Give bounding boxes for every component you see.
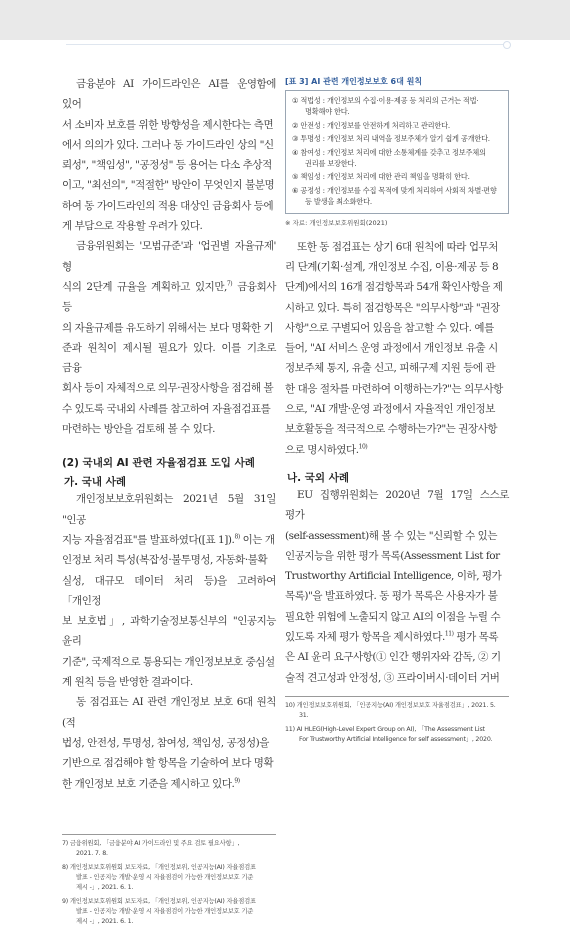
paragraph-text: 또한 동 점검표는 상기 6대 원칙에 따라 업무처 리 단계(기획·설계, 개인정보 수집, 이용·제공 등 8 단계)에서의 16개 점검항목과 54개 확인사항을 제 시하고 있다. 특히 점검항목은 "의무사항"과 "권장 사항"으로 구별되어 있음을 참고할 수 있다. 예를 들어, "AI 서비스 운영 과정에서 개인정보 유출 시 정보주체 통지, 유출 신고, 피해구제 지원 등에 관 한 대응 절차를 마련하여 이행하는가?"는 의무사항 으로, "AI 개발·운영 과정에서 자율적인 개인정보 보호활동을 적극적으로 수행하는가?"는 권장사항 으로 명시하였다. bbox=[285, 240, 503, 456]
section-heading: (2) 국내외 AI 관련 자율점검표 도입 사례 bbox=[62, 457, 255, 470]
table-source: ※ 자료: 개인정보보호위원회(2021) bbox=[285, 218, 388, 227]
paragraph-text: 개인정보보호위원회는 2021년 5월 31일 "인공 지능 자율점검표"를 발표하였다([표 1]). bbox=[62, 493, 276, 546]
list-item: ① 적법성 : 개인정보의 수집·이용·제공 등 처리의 근거는 적법·명확해야 한다. bbox=[292, 96, 479, 117]
paragraph-text: 금융위원회는 '모범규준'과 '업권별 자율규제' 형 식의 2단계 규율을 계획하고 있지만, bbox=[62, 240, 276, 293]
paragraph-text: 동 점검표는 AI 관련 개인정보 보호 6대 원칙(적 법성, 안전성, 투명성, 참여성, 책임성, 공정성)을 기반으로 점검해야 할 항목을 기술하여 보다 명확 한 개인정보 보호 기준을 제시하고 있다. bbox=[62, 696, 276, 790]
footnote: 7) 금융위원회, 「금융분야 AI 가이드라인 및 주요 검토 필요사항」, 2021. 7. 8. bbox=[62, 839, 240, 857]
page-header-bar bbox=[0, 0, 570, 40]
principles-table bbox=[285, 90, 509, 214]
list-item: ③ 투명성 : 개인정보 처리 내역을 정보주체가 알기 쉽게 공개한다. bbox=[292, 134, 490, 144]
footnote-ref[interactable]: 8) bbox=[234, 533, 240, 541]
header-divider-dot bbox=[503, 41, 511, 49]
paragraph bbox=[285, 485, 509, 688]
header-divider bbox=[66, 44, 508, 45]
table-title: [표 3] AI 관련 개인정보보호 6대 원칙 bbox=[285, 77, 423, 86]
list-item: ② 안전성 : 개인정보를 안전하게 처리하고 관리한다. bbox=[292, 120, 450, 130]
list-item: ⑤ 책임성 : 개인정보 처리에 대한 관리 책임을 명확히 한다. bbox=[292, 172, 470, 182]
list-item: ④ 참여성 : 개인정보 처리에 대한 소통체계를 갖추고 정보주체의 권리를 보장한다. bbox=[292, 147, 486, 169]
paragraph bbox=[62, 692, 276, 793]
paragraph bbox=[62, 489, 276, 692]
footnote-ref[interactable]: 7) bbox=[226, 280, 233, 288]
footnote-divider bbox=[62, 834, 276, 835]
footnote: 9) 개인정보보호위원회 보도자료, 「개인정보위, 인공지능(AI) 자율점검표 발표 - 인공지능 개발·운영 시 자율점검이 가능한 개인정보보호 기준 제시 -」, 2021. 6. 1. bbox=[62, 897, 256, 925]
paragraph: 금융분야 AI 가이드라인은 AI를 운영함에 있어 서 소비자 보호를 위한 방향성을 제시한다는 측면 에서 의의가 있다. 그러나 동 가이드라인 상의 "신 뢰성", "책임성", "공정성" 등 용어는 다소 추상적 이고, "최선의", "적절한" 방안이 무엇인지 불분명 하여 동 가이드라인의 적용 대상인 금융회사 등에 게 부담으로 작용할 우려가 있다. bbox=[62, 78, 276, 233]
left-column bbox=[62, 74, 276, 927]
paragraph-text: 이는 개 인정보 처리 특성(복잡성·불투명성, 자동화·불확 실성, 대규모 데이터 처리 등)을 고려하여 「개인정 보 보호법」, 과학기술정보통신부의 "인공지능 윤리 기준", 국제적으로 통용되는 개인정보보호 중심설 계 원칙 등을 반영한 결과이다. bbox=[62, 533, 276, 689]
footnote: 11) AI HLEG(High-Level Expert Group on AI), 「The Assessment List For Trustworthy Artificial Intelligence for self assessment」, 2020. bbox=[285, 725, 493, 743]
sub-heading-international: 나. 국외 사례 bbox=[287, 471, 350, 484]
paragraph-text: 금융회사 등 의 자율규제를 유도하기 위해서는 보다 명확한 기 준과 원칙이 제시될 필요가 있다. 이를 기초로 금융 회사 등이 자체적으로 의무·권장사항을 점검해 볼 수 있도록 국내외 사례를 참고하여 자율점검표를 마련하는 방안을 검토해 볼 수 있다. bbox=[62, 280, 276, 436]
paragraph-text: EU 집행위원회는 2020년 7월 17일 스스로 평가 (self-assessment)해 볼 수 있는 "신뢰할 수 있는 인공지능을 위한 평가 목록(Assessment List for Trustworthy Artificial Intelligence, 이하, 평가 목록)"을 발표하였다. 동 평가 목록은 사용자가 불 필요한 위험에 노출되지 않고 AI의 이점을 누릴 수 있도록 자체 평가 항목을 제시하였다. bbox=[285, 488, 509, 643]
sub-heading-domestic: 가. 국내 사례 bbox=[64, 476, 127, 489]
list-item: ⑥ 공정성 : 개인정보를 수집 목적에 맞게 처리하여 사회적 차별·편향 등 발생을 최소화한다. bbox=[292, 185, 497, 207]
footnote-ref[interactable]: 9) bbox=[234, 777, 240, 784]
footnote-ref[interactable]: 11) bbox=[444, 630, 454, 638]
footnote: 8) 개인정보보호위원회 보도자료, 「개인정보위, 인공지능(AI) 자율점검표 발표 - 인공지능 개발·운영 시 자율점검이 가능한 개인정보보호 기준 제시 -」, 2021. 6. 1. bbox=[62, 863, 256, 891]
right-column bbox=[285, 76, 509, 745]
footnote-ref[interactable]: 10) bbox=[358, 443, 368, 451]
paragraph-text: 평가 목록 은 AI 윤리 요구사항(① 인간 행위자와 감독, ② 기 술적 견고성과 안정성, ③ 프라이버시·데이터 거버 bbox=[285, 631, 501, 684]
paragraph bbox=[62, 236, 276, 439]
paragraph bbox=[285, 237, 509, 460]
footnote-divider bbox=[285, 696, 509, 697]
footnote: 10) 개인정보보호위원회, 「인공지능(AI) 개인정보보호 자율점검표」, 2021. 5. 31. bbox=[285, 701, 496, 719]
